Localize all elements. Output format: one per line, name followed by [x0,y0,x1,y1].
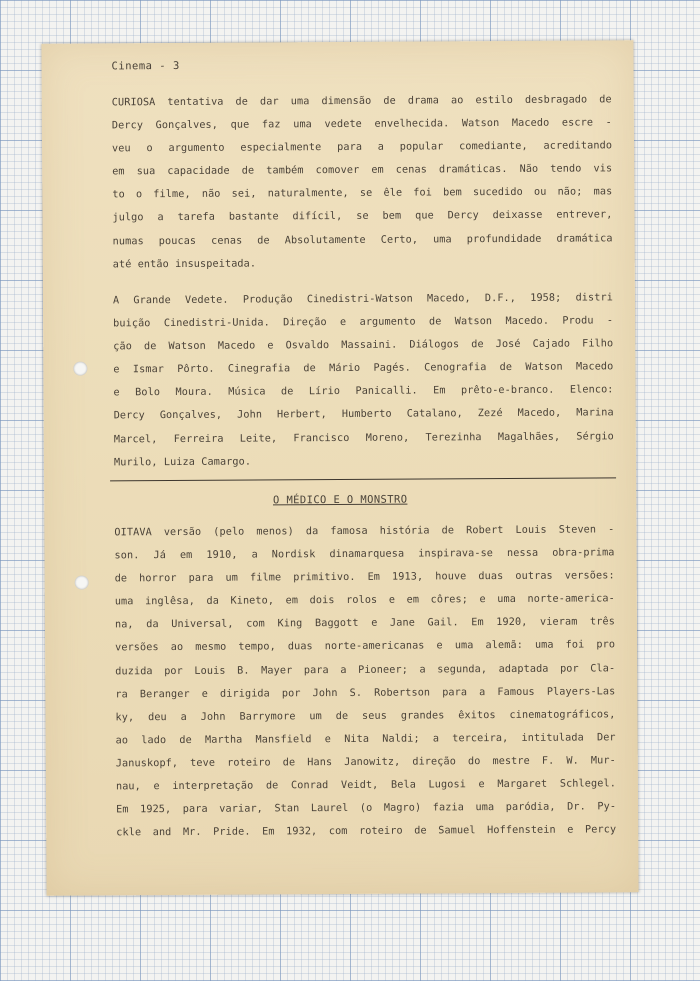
text-line: ra Beranger e dirigida por John S. Robertson para a Famous Players-Las [115,685,616,701]
text-line: nau, e interpretação de Conrad Veidt, Bela Lugosi e Margaret Schlegel. [115,778,616,793]
text-line: ção de Watson Macedo e Osvaldo Massaini. Diálogos de José Cajado Filho [113,338,614,353]
punch-hole [75,576,89,590]
text-line: ao lado de Martha Mansfield e Nita Naldi; a terceira, intitulada Der [115,732,616,747]
separator-line [110,477,616,481]
text-line: CURIOSA tentativa de dar uma dimensão de drama ao estilo desbragado de [111,94,612,109]
text-line: na, da Universal, com King Baggott e Jane Gail. Em 1920, vieram três [114,616,615,631]
text-line: de horror para um filme primitivo. Em 1913, houve duas outras versões: [114,570,615,585]
section-title: O MÉDICO E O MONSTRO [272,493,408,507]
text-line: em sua capacidade de também comover em cenas dramáticas. Não tendo vis [112,163,613,178]
text-line: versões ao mesmo tempo, duas norte-americanas e uma alemã: uma foi pro [115,639,616,654]
text-line: e Bolo Moura. Música de Lírio Panicalli. Em prêto-e-branco. Elenco: [113,384,614,399]
text-line: veu o argumento especialmente para a popular comediante, acreditando [112,140,613,155]
text-line: ky, deu a John Barrymore um de seus grandes êxitos cinematográficos, [115,709,616,724]
text-line: numas poucas cenas de Absolutamente Certo, uma profundidade dramática [112,232,613,247]
text-line: Marcel, Ferreira Leite, Francisco Moreno, Terezinha Magalhães, Sérgio [113,430,614,445]
text-line: buição Cinedistri-Unida. Direção e argumento de Watson Macedo. Produ - [113,315,614,330]
text-line: duzida por Louis B. Mayer para a Pioneer; a segunda, adaptada por Cla- [115,662,616,677]
review-paragraph [112,88,613,276]
credits-paragraph [113,286,614,474]
punch-hole [73,362,87,376]
text-line: son. Já em 1910, a Nordisk dinamarquesa inspirava-se nessa obra-prima [114,547,615,562]
text-line: to o filme, não sei, naturalmente, se êle foi bem sucedido ou não; mas [112,186,613,201]
text-line: até então insuspeitada. [112,258,257,271]
article-paragraph [114,518,616,844]
typewritten-page [41,40,638,896]
text-line: A Grande Vedete. Produção Cinedistri-Watson Macedo, D.F., 1958; distri [112,292,613,307]
text-line: Dercy Gonçalves, John Herbert, Humberto Catalano, Zezé Macedo, Marina [113,407,614,422]
text-line: Dercy Gonçalves, que faz uma vedete envelhecida. Watson Macedo escre - [111,117,612,132]
text-line: uma inglêsa, da Kineto, em dois rolos e em côres; e uma norte-america- [114,593,615,608]
text-line: ckle and Mr. Pride. Em 1932, com roteiro de Samuel Hoffenstein e Percy [116,824,617,839]
text-line: e Ismar Pôrto. Cinegrafia de Mário Pagés. Cenografia de Watson Macedo [113,361,614,376]
text-line: OITAVA versão (pelo menos) da famosa história de Robert Louis Steven - [114,524,615,539]
text-line: Murilo, Luiza Camargo. [113,456,252,469]
page-header: Cinema - 3 [111,59,180,73]
text-line: Januskopf, teve roteiro de Hans Janowitz, direção do mestre F. W. Mur- [115,755,616,770]
text-line: Em 1925, para variar, Stan Laurel (o Magro) fazia uma paródia, Dr. Py- [116,801,617,816]
text-line: julgo a tarefa bastante difícil, se bem que Dercy deixasse entrever, [112,209,613,224]
